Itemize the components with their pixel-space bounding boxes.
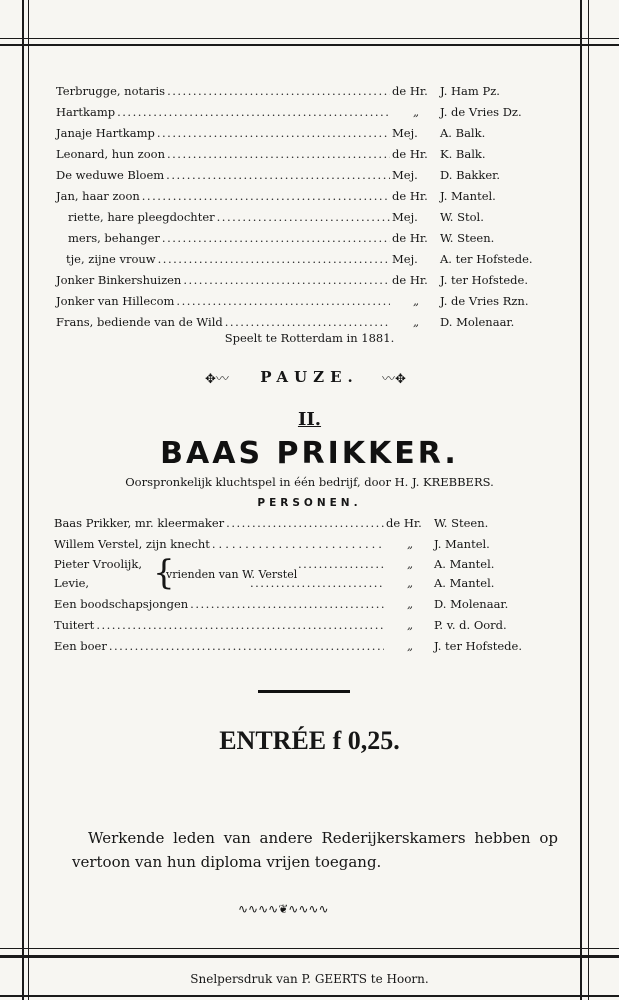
cast-row: Jan, haar zoon ..... de Hr. J. Mantel. — [56, 189, 562, 209]
flourish-right-icon: 〰✥ — [382, 372, 406, 387]
play-subtitle: Oorspronkelijk kluchtspel in één bedrijf, door H. J. KREBBERS. — [125, 475, 494, 489]
cast-row: Levie, ..... „ A. Mantel. — [54, 576, 548, 596]
vrienden-note: vrienden van W. Verstel — [166, 568, 298, 581]
cast-row: Willem Verstel, zijn knecht ..... „ J. Mantel. — [54, 537, 548, 557]
top-rule-2 — [0, 44, 619, 46]
cast-row: Tuitert ..... „ P. v. d. Oord. — [54, 618, 548, 638]
notice-line-2: vertoon van hun diploma vrijen toegang. — [72, 853, 382, 871]
part-number: II. — [297, 409, 322, 430]
notice-line-1: Werkende leden van andere Rederijkerskamers hebben op — [88, 829, 558, 847]
top-rule-1 — [0, 38, 619, 39]
cast-row: Frans, bediende van de Wild ..... „ D. Molenaar. — [56, 315, 562, 335]
cast-row: Leonard, hun zoon ..... de Hr. K. Balk. — [56, 147, 562, 167]
bottom-rule-3 — [0, 995, 619, 997]
bottom-rule-2 — [0, 955, 619, 958]
flourish-ornament-icon: ∿∿∿∿❦∿∿∿∿ — [238, 902, 329, 916]
cast-row: Hartkamp ..... „ J. de Vries Dz. — [56, 105, 562, 125]
play-title: BAAS PRIKKER. — [160, 436, 459, 471]
cast-row: Janaje Hartkamp ..... Mej. A. Balk. — [56, 126, 562, 146]
cast-row: Jonker Binkershuizen ..... de Hr. J. ter Hofstede. — [56, 273, 562, 293]
cast-row: Terbrugge, notaris ..... de Hr. J. Ham Pz. — [56, 84, 562, 104]
entry-notice — [72, 826, 558, 874]
pauze-heading: PAUZE. — [260, 368, 359, 386]
cast-row: Baas Prikker, mr. kleermaker ..... de Hr. W. Steen. — [54, 516, 548, 536]
cast-row: De weduwe Bloem ..... Mej. D. Bakker. — [56, 168, 562, 188]
performance-note: Speelt te Rotterdam in 1881. — [224, 331, 395, 345]
cast-row: Pieter Vroolijk, ..... „ A. Mantel. — [54, 557, 548, 577]
printer-line: Snelpersdruk van P. GEERTS te Hoorn. — [190, 972, 429, 986]
cast-row: riette, hare pleegdochter ..... Mej. W. Stol. — [56, 210, 562, 230]
cast-row: mers, behanger ..... de Hr. W. Steen. — [56, 231, 562, 251]
personen-heading: PERSONEN. — [257, 497, 362, 509]
separator-bar — [258, 690, 350, 693]
entree-price: ENTRÉE f 0,25. — [219, 726, 400, 755]
cast-row: Een boodschapsjongen ..... „ D. Molenaar. — [54, 597, 548, 617]
brace-icon: { — [153, 553, 175, 593]
bottom-rule-1 — [0, 948, 619, 949]
cast-row: Jonker van Hillecom ..... „ J. de Vries Rzn. — [56, 294, 562, 314]
cast-row: Een boer ..... „ J. ter Hofstede. — [54, 639, 548, 659]
flourish-left-icon: ✥〰 — [205, 372, 229, 387]
cast-row: tje, zijne vrouw ..... Mej. A. ter Hofstede. — [56, 252, 562, 272]
